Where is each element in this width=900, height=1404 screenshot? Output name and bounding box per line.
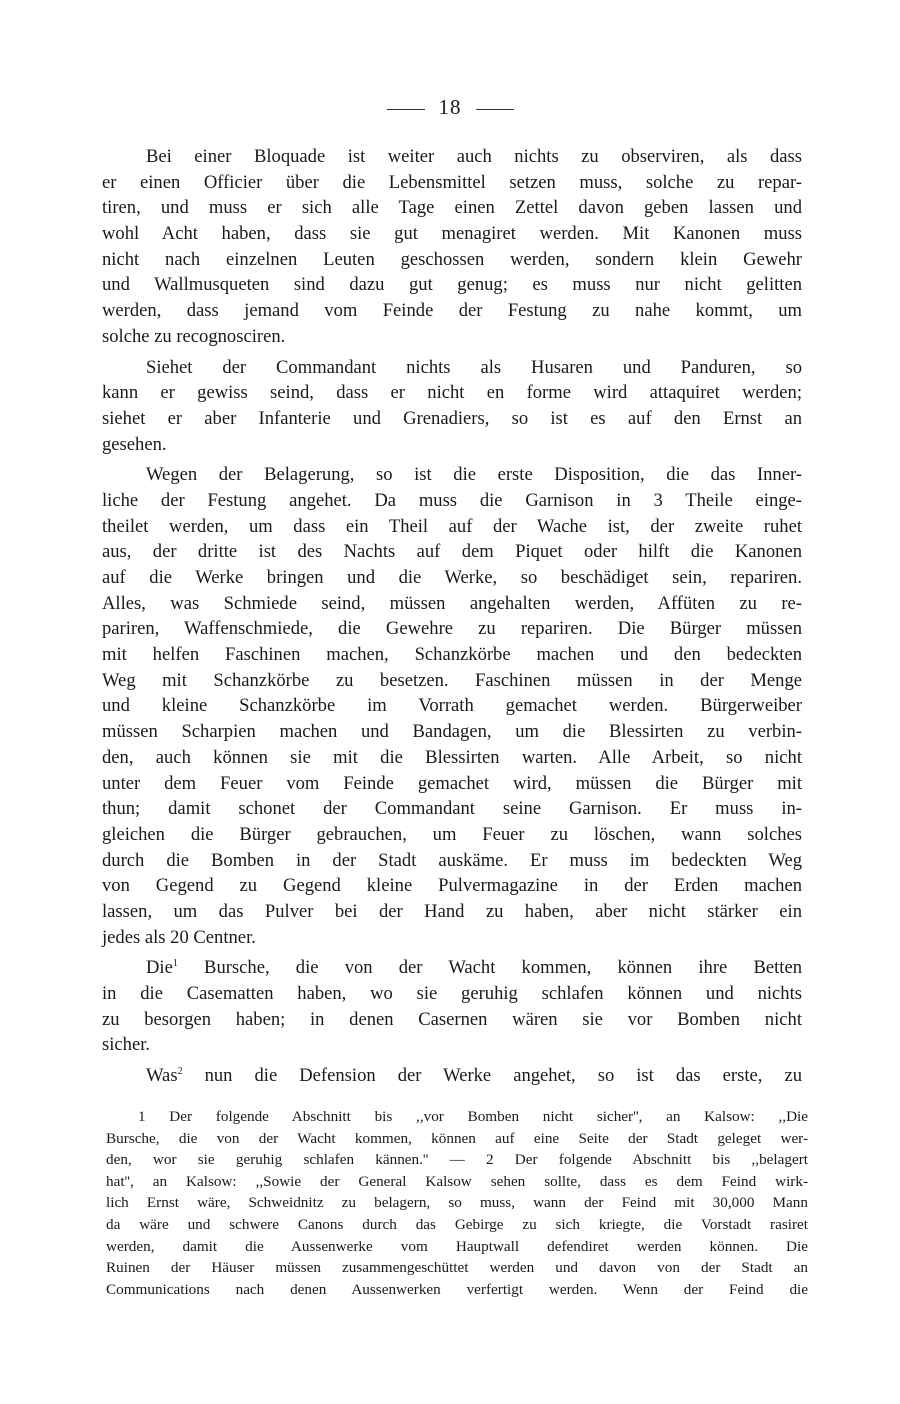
text-line: zu besorgen haben; in denen Casernen wären sie vor Bomben nicht — [102, 1008, 802, 1030]
main-text — [102, 144, 802, 1094]
text-line: Wegen der Belagerung, so ist die erste Disposition, die das Inner- — [146, 464, 802, 486]
line-rest: Bursche, die von der Wacht kommen, können ihre Betten — [177, 957, 802, 979]
text-line: thun; damit schonet der Commandant seine Garnison. Er muss in- — [102, 798, 802, 820]
text-line: gesehen. — [102, 433, 167, 455]
paragraph-first-word: Was — [146, 1065, 178, 1087]
paragraph-1 — [102, 144, 802, 350]
text-line: müssen Scharpien machen und Bandagen, um die Blessirten zu verbin- — [102, 721, 802, 743]
footnote-marker: 1 — [172, 958, 178, 970]
text-line: mit helfen Faschinen machen, Schanzkörbe machen und den bedeckten — [102, 644, 802, 666]
text-line: sicher. — [102, 1034, 151, 1056]
text-line: er einen Officier über die Lebensmittel setzen muss, solche zu repar- — [102, 171, 802, 193]
footnote-line: hat'', an Kalsow: ,,Sowie der General Kalsow sehen sollte, dass es dem Feind wirk- — [106, 1172, 808, 1190]
text-line: aus, der dritte ist des Nachts auf dem Piquet oder hilft die Kanonen — [102, 541, 802, 563]
text-line: siehet er aber Infanterie und Grenadiers, so ist es auf den Ernst an — [102, 407, 802, 429]
footnote-line: da wäre und schwere Canons durch das Gebirge zu sich kriegte, die Vorstadt rasiret — [106, 1215, 808, 1233]
header-dash-right — [476, 109, 514, 110]
text-line: Alles, was Schmiede seind, müssen angehalten werden, Affüten zu re- — [102, 592, 802, 614]
header-dash-left — [387, 109, 425, 110]
text-line: Siehet der Commandant nichts als Husaren und Panduren, so — [146, 356, 802, 378]
line-rest: nun die Defension der Werke angehet, so ist das erste, zu — [182, 1065, 802, 1087]
footnote-line: den, wor sie geruhig schlafen kännen.'' — 2 Der folgende Abschnitt bis ,,belagert — [106, 1151, 808, 1169]
text-line: kann er gewiss seind, dass er nicht en forme wird attaquiret werden; — [102, 382, 802, 404]
text-line-with-footnote — [102, 1063, 802, 1089]
text-line: pariren, Waffenschmiede, die Gewehre zu repariren. Die Bürger müssen — [102, 618, 802, 640]
text-line: Bei einer Bloquade ist weiter auch nichts zu observiren, als dass — [146, 146, 802, 167]
text-line: liche der Festung angehet. Da muss die Garnison in 3 Theile einge- — [102, 489, 802, 511]
text-line: unter dem Feuer vom Feinde gemachet wird, müssen die Bürger mit — [102, 772, 802, 794]
footnote-line: Bursche, die von der Wacht kommen, können auf eine Seite der Stadt geleget wer- — [106, 1129, 808, 1147]
text-line: gleichen die Bürger gebrauchen, um Feuer zu löschen, wann solches — [102, 823, 802, 845]
footnote-line: 1 Der folgende Abschnitt bis ,,vor Bomben nicht sicher'', an Kalsow: ,,Die — [138, 1108, 808, 1125]
text-line: auf die Werke bringen und die Werke, so beschädiget sein, repariren. — [102, 567, 802, 588]
footnote-marker: 2 — [177, 1066, 183, 1078]
page-header — [0, 95, 900, 120]
text-line: den, auch können sie mit die Blessirten warten. Alle Arbeit, so nicht — [102, 746, 802, 768]
paragraph-3 — [102, 462, 802, 950]
text-line: tiren, und muss er sich alle Tage einen Zettel davon geben lassen und — [102, 197, 802, 219]
footnote-line: werden, damit die Aussenwerke vom Hauptwall defendiret werden können. Die — [106, 1237, 808, 1255]
paragraph-first-word: Die — [146, 957, 173, 979]
text-line: Weg mit Schanzkörbe zu besetzen. Faschinen müssen in der Menge — [102, 669, 802, 691]
text-line: nicht nach einzelnen Leuten geschossen werden, sondern klein Gewehr — [102, 248, 802, 270]
paragraph-4 — [102, 955, 802, 1058]
text-line-with-footnote — [102, 955, 802, 981]
footnote-line: lich Ernst wäre, Schweidnitz zu belagern, so muss, wann der Feind mit 30,000 Mann — [106, 1194, 808, 1212]
text-line: theilet werden, um dass ein Theil auf der Wache ist, der zweite ruhet — [102, 515, 802, 537]
text-line: und Wallmusqueten sind dazu gut genug; es muss nur nicht gelitten — [102, 274, 802, 296]
text-line: solche zu recognosciren. — [102, 325, 286, 347]
paragraph-2 — [102, 355, 802, 458]
footnotes — [106, 1106, 808, 1300]
paragraph-5 — [102, 1063, 802, 1089]
footnote-line: Communications nach denen Aussenwerken verfertigt werden. Wenn der Feind die — [106, 1280, 808, 1298]
text-line: durch die Bomben in der Stadt auskäme. Er muss im bedeckten Weg — [102, 849, 802, 871]
text-line: von Gegend zu Gegend kleine Pulvermagazine in der Erden machen — [102, 875, 802, 897]
text-line: und kleine Schanzkörbe im Vorrath gemachet werden. Bürgerweiber — [102, 695, 802, 717]
text-line: in die Casematten haben, wo sie geruhig schlafen können und nichts — [102, 983, 802, 1004]
text-line: wohl Acht haben, dass sie gut menagiret werden. Mit Kanonen muss — [102, 223, 802, 245]
text-line: lassen, um das Pulver bei der Hand zu haben, aber nicht stärker ein — [102, 900, 802, 922]
footnote-line: Ruinen der Häuser müssen zusammengeschüttet werden und davon von der Stadt an — [106, 1259, 808, 1277]
page-number: 18 — [438, 95, 462, 119]
text-line: werden, dass jemand vom Feinde der Festung zu nahe kommt, um — [102, 300, 802, 322]
text-line: jedes als 20 Centner. — [102, 926, 256, 948]
